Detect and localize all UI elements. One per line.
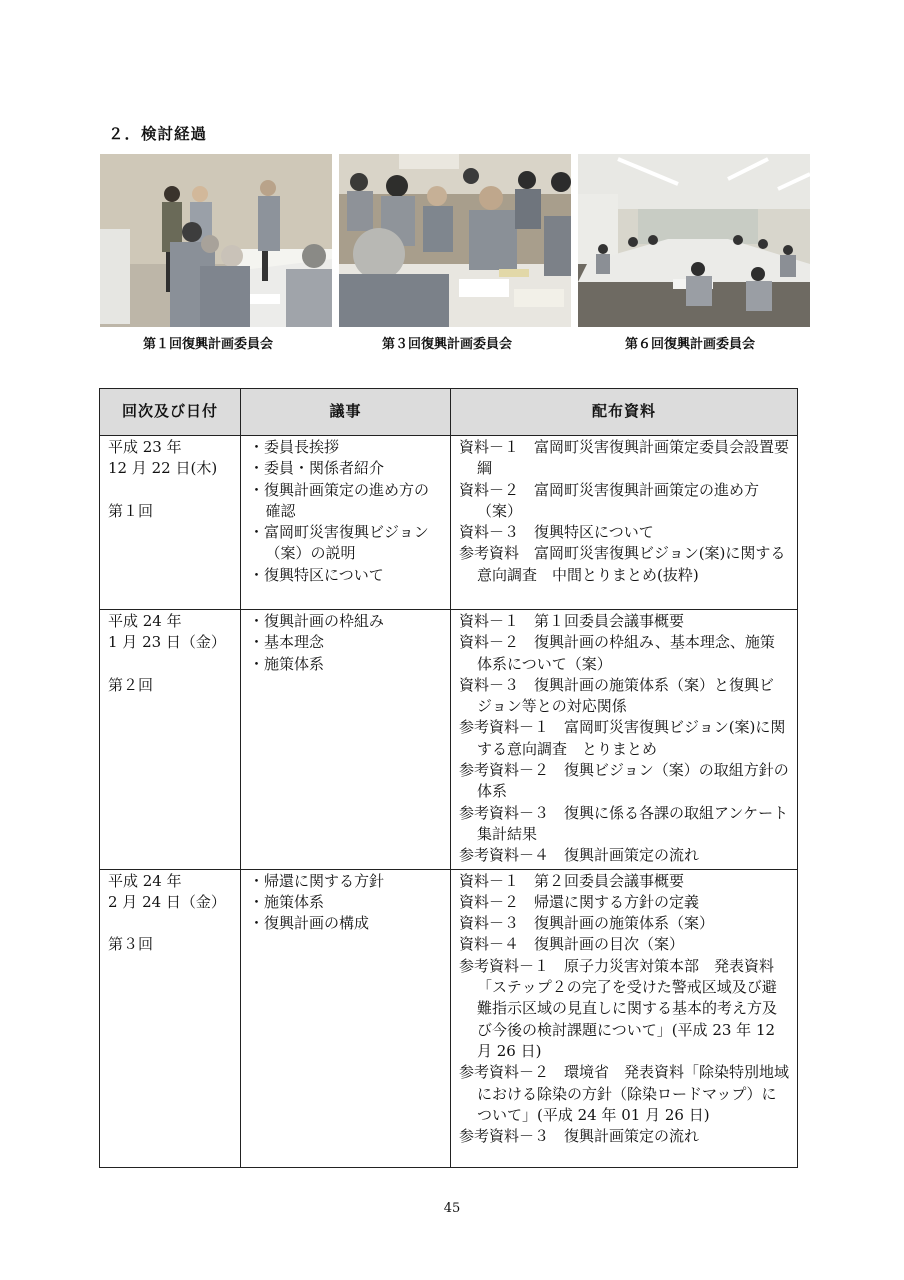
material-item: 参考資料－２ 環境省 発表資料「除染特別地域における除染の方針（除染ロードマップ）について」(平成 24 年 01 月 26 日) (459, 1063, 790, 1124)
material-item: 参考資料－２ 復興ビジョン（案）の取組方針の体系 (459, 761, 789, 801)
material-item: 参考資料－１ 原子力災害対策本部 発表資料「ステップ２の完了を受けた警戒区域及び避難指示区域の見直しに関する基本的考え方及び今後の検討課題について」(平成 23 年 12 月 26 日) (459, 956, 778, 1060)
agenda-cell (241, 610, 451, 870)
date-cell (100, 610, 241, 870)
material-item: 参考資料－４ 復興計画策定の流れ (459, 846, 700, 865)
date: 1 月 23 日（金） (108, 633, 226, 652)
date: 2 月 24 日（金） (108, 892, 226, 911)
materials-cell (451, 869, 798, 1167)
agenda-item: ・復興計画の構成 (249, 914, 370, 933)
material-item: 参考資料－１ 富岡町災害復興ビジョン(案)に関する意向調査 とりまとめ (459, 718, 786, 758)
agenda-item: ・復興計画策定の進め方の確認 (249, 480, 430, 520)
materials-cell (451, 436, 798, 610)
date-cell (100, 436, 241, 610)
agenda-item: ・施策体系 (249, 892, 325, 911)
session-number: 第１回 (108, 501, 154, 520)
material-item: 資料－２ 復興計画の枠組み、基本理念、施策体系について（案） (459, 633, 775, 673)
material-item: 資料－２ 帰還に関する方針の定義 (459, 892, 700, 911)
page-number: 45 (443, 1201, 461, 1216)
material-item: 資料－１ 富岡町災害復興計画策定委員会設置要綱 (459, 438, 790, 478)
table-row (100, 436, 798, 610)
year: 平成 24 年 (108, 612, 182, 630)
table-row (100, 610, 798, 870)
header-agenda: 議事 (241, 389, 451, 436)
photo-caption-6: 第６回復興計画委員会 (624, 337, 755, 352)
meeting-photo-6 (578, 154, 810, 327)
material-item: 資料－１ 第２回委員会議事概要 (459, 871, 685, 890)
agenda-item: ・帰還に関する方針 (249, 871, 385, 890)
header-date: 回次及び日付 (100, 389, 241, 436)
agenda-item: ・復興計画の枠組み (249, 612, 385, 630)
section-title: ２．検討経過 (108, 125, 208, 143)
agenda-item: ・富岡町災害復興ビジョン（案）の説明 (249, 523, 429, 563)
meeting-photo-3 (339, 154, 571, 327)
date: 12 月 22 日(木) (108, 459, 218, 478)
agenda-cell (241, 869, 451, 1167)
year: 平成 23 年 (108, 438, 182, 456)
meeting-photo-1 (100, 154, 332, 327)
agenda-cell (241, 436, 451, 610)
agenda-item: ・施策体系 (249, 654, 325, 673)
agenda-item: ・復興特区について (249, 565, 384, 584)
session-number: 第２回 (108, 675, 154, 694)
session-number: 第３回 (108, 935, 154, 954)
agenda-item: ・委員・関係者紹介 (249, 459, 385, 478)
material-item: 資料－３ 復興計画の施策体系（案） (459, 914, 715, 933)
material-item: 資料－３ 復興特区について (459, 523, 654, 542)
material-item: 資料－３ 復興計画の施策体系（案）と復興ビジョン等との対応関係 (459, 675, 775, 716)
year: 平成 24 年 (108, 871, 182, 890)
material-item: 参考資料－３ 復興に係る各課の取組アンケート 集計結果 (459, 803, 804, 843)
meeting-minutes-table (99, 388, 804, 1168)
material-item: 資料－２ 富岡町災害復興計画策定の進め方（案） (459, 480, 760, 520)
header-materials: 配布資料 (451, 389, 798, 436)
materials-cell (451, 610, 804, 870)
material-item: 参考資料－３ 復興計画策定の流れ (459, 1127, 700, 1146)
agenda-item: ・委員長挨拶 (249, 438, 340, 456)
photo-caption-1: 第１回復興計画委員会 (142, 337, 273, 352)
table-header-row (100, 389, 798, 436)
material-item: 参考資料 富岡町災害復興ビジョン(案)に関する意向調査 中間とりまとめ(抜粋) (459, 544, 786, 584)
agenda-item: ・基本理念 (249, 633, 325, 652)
material-item: 資料－１ 第１回委員会議事概要 (459, 612, 685, 630)
table-row (100, 869, 798, 1167)
date-cell (100, 869, 241, 1167)
photo-caption-3: 第３回復興計画委員会 (381, 337, 512, 352)
material-item: 資料－４ 復興計画の目次（案） (459, 935, 685, 954)
